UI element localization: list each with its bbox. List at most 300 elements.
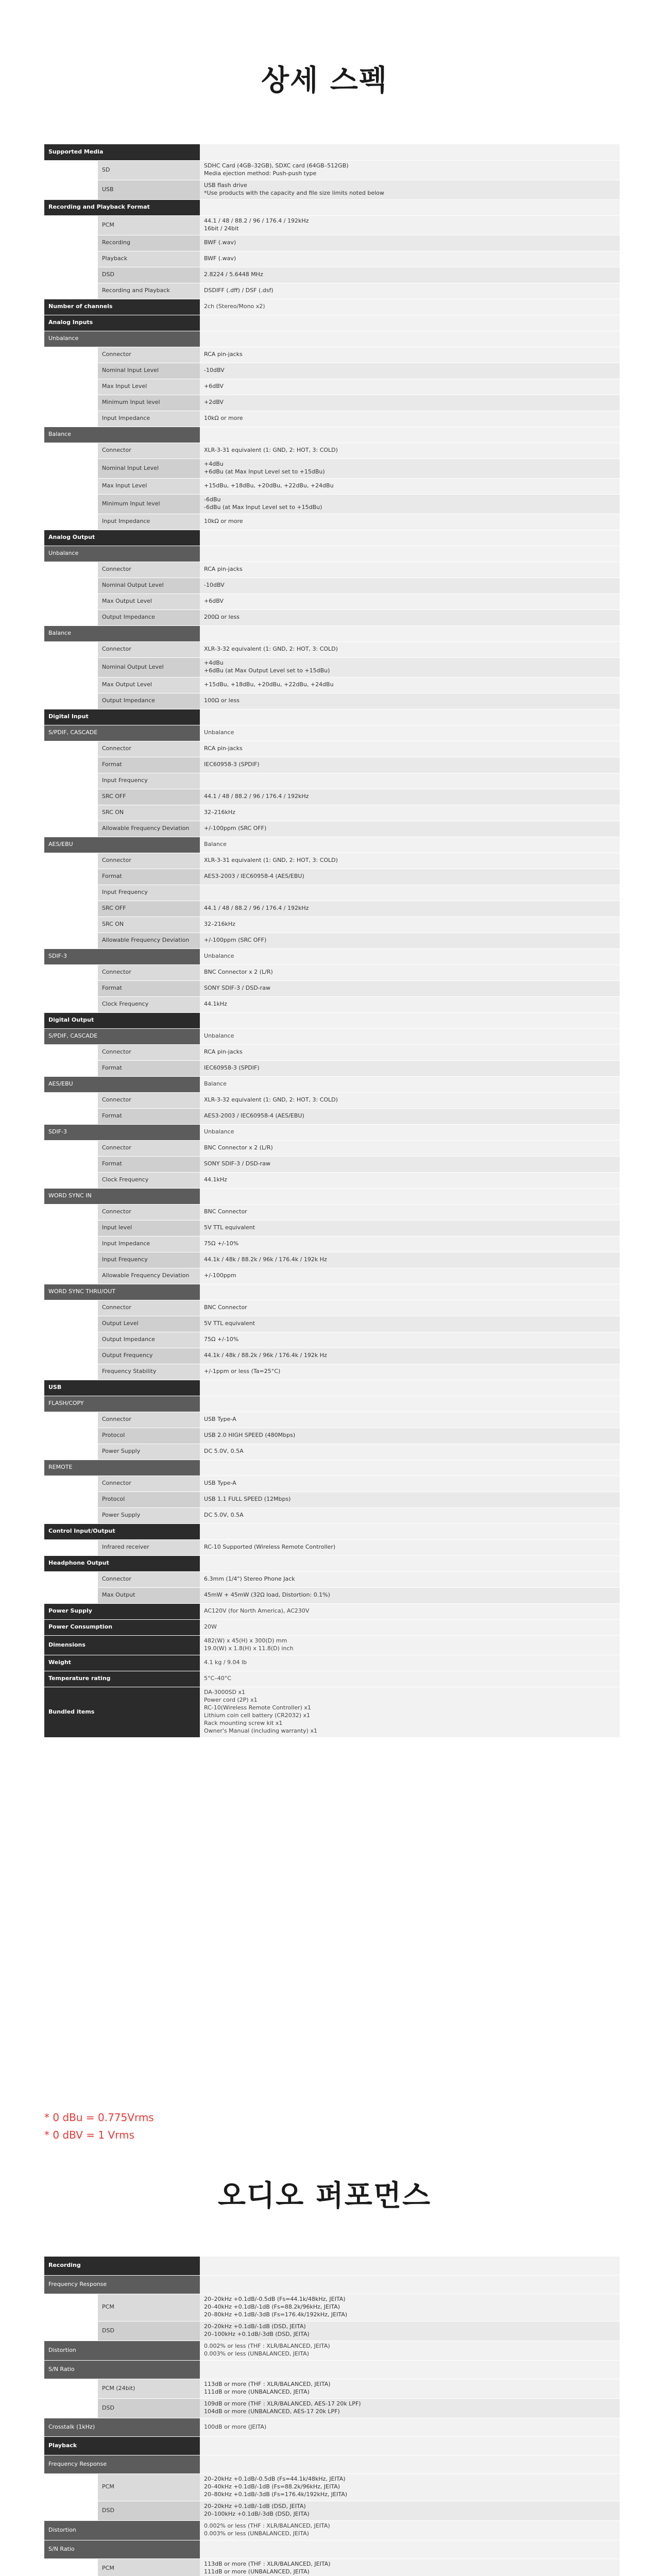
spec-value: 100Ω or less [200,693,620,709]
spec-label: Connector [98,562,200,578]
spec-label: Max Output [98,1587,200,1603]
spec-label: Connector [98,1140,200,1156]
spec-value: +2dBV [200,395,620,411]
spec-value: 5V TTL equivalent [200,1316,620,1332]
spec-subcategory-label: FLASH/COPY [44,1396,200,1412]
spec-row-indent [44,379,98,395]
spec-row [44,459,620,478]
spec-value [200,1523,620,1539]
spec-row-indent [44,1268,98,1284]
spec-value: +/-100ppm (SRC OFF) [200,821,620,837]
spec-row [44,1571,620,1587]
spec-label: Output Impedance [98,693,200,709]
spec-row-indent [44,1412,98,1428]
spec-category-label: Recording and Playback Format [44,199,200,215]
spec-row [44,1044,620,1060]
spec-category-label: Digital Input [44,709,200,725]
spec-value: USB flash drive *Use products with the capacity and file size limits noted below [200,180,620,199]
spec-label: Max Output Level [98,677,200,693]
spec-value [200,2436,620,2455]
spec-label: Recording [98,235,200,251]
spec-row [44,853,620,869]
spec-value: DC 5.0V, 0.5A [200,1444,620,1460]
spec-row-indent [44,741,98,757]
spec-subcategory-label: Frequency Response [44,2455,200,2473]
spec-label: Max Input Level [98,379,200,395]
spec-label: Recording and Playback [98,283,200,299]
spec-value [200,530,620,546]
spec-value [200,315,620,331]
spec-value [200,625,620,641]
spec-subcategory-row [44,1076,620,1092]
spec-value: 482(W) x 45(H) x 300(D) mm 19.0(W) x 1.8(H) x 11.8(D) inch [200,1635,620,1655]
spec-value: 32–216kHz [200,917,620,933]
spec-row [44,160,620,180]
spec-row [44,1348,620,1364]
spec-row-indent [44,160,98,180]
spec-subcategory-label: SDIF-3 [44,948,200,964]
spec-label: Connector [98,964,200,980]
spec-row-indent [44,1044,98,1060]
spec-value [200,2540,620,2558]
spec-row-indent [44,885,98,901]
spec-row [44,443,620,459]
spec-label: PCM [98,2558,200,2576]
spec-value: AES3-2003 / IEC60958-4 (AES/EBU) [200,1108,620,1124]
spec-label: Connector [98,443,200,459]
spec-value: 44.1kHz [200,1172,620,1188]
spec-row-indent [44,283,98,299]
spec-category-label: Headphone Output [44,1555,200,1571]
spec-subcategory-label: S/PDIF, CASCADE [44,1028,200,1044]
spec-category-row [44,2436,620,2455]
spec-label: Format [98,980,200,996]
spec-label: Clock Frequency [98,996,200,1012]
spec-value: RCA pin-jacks [200,1044,620,1060]
spec-subcategory-row [44,1284,620,1300]
spec-subcategory-row [44,331,620,347]
spec-label: Output Impedance [98,609,200,625]
spec-value: RCA pin-jacks [200,562,620,578]
spec-label: SRC ON [98,805,200,821]
spec-row [44,1492,620,1507]
spec-row [44,2558,620,2576]
spec-value: USB 2.0 HIGH SPEED (480Mbps) [200,1428,620,1444]
spec-value: 75Ω +/-10% [200,1236,620,1252]
spec-row [44,1108,620,1124]
spec-subcategory-label: Unbalance [44,331,200,347]
audio-performance-table [44,2257,620,2576]
spec-row [44,2321,620,2341]
spec-row-indent [44,347,98,363]
spec-label: Connector [98,1412,200,1428]
spec-label: Power Supply [98,1507,200,1523]
spec-row-indent [44,933,98,948]
spec-value [200,885,620,901]
spec-label: Format [98,1108,200,1124]
spec-label: Input Frequency [98,885,200,901]
spec-label: Connector [98,1204,200,1220]
spec-row-indent [44,2473,98,2501]
spec-row-indent [44,1492,98,1507]
spec-value: BWF (.wav) [200,235,620,251]
spec-row-indent [44,1571,98,1587]
spec-row-indent [44,180,98,199]
spec-row [44,562,620,578]
spec-row [44,641,620,657]
spec-category-label: Analog Output [44,530,200,546]
spec-value [200,1396,620,1412]
spec-row [44,251,620,267]
spec-value: SONY SDIF-3 / DSD-raw [200,980,620,996]
spec-row [44,805,620,821]
spec-row [44,964,620,980]
spec-value: +6dBV [200,379,620,395]
spec-label: DSD [98,2321,200,2341]
spec-category-row [44,144,620,160]
spec-category-label: Temperature rating [44,1671,200,1687]
spec-row [44,494,620,514]
spec-label: PCM (24bit) [98,2379,200,2398]
spec-value: BNC Connector x 2 (L/R) [200,1140,620,1156]
spec-value: USB Type-A [200,1412,620,1428]
spec-row-indent [44,395,98,411]
spec-row [44,1428,620,1444]
spec-label: Connector [98,1300,200,1316]
spec-category-row [44,1380,620,1396]
spec-row-indent [44,215,98,235]
spec-row-indent [44,363,98,379]
spec-label: DSD [98,2501,200,2520]
spec-value [200,1284,620,1300]
spec-label: Max Output Level [98,594,200,609]
spec-value: BNC Connector x 2 (L/R) [200,964,620,980]
spec-value: USB Type-A [200,1476,620,1492]
spec-value: BNC Connector [200,1204,620,1220]
spec-value: AES3-2003 / IEC60958-4 (AES/EBU) [200,869,620,885]
spec-value: -10dBV [200,363,620,379]
spec-category-row [44,1687,620,1737]
spec-value: -6dBu -6dBu (at Max Input Level set to +15dBu) [200,494,620,514]
spec-row-indent [44,980,98,996]
spec-label: Output Impedance [98,1332,200,1348]
spec-subcategory-row [44,1188,620,1204]
spec-label: Nominal Input Level [98,363,200,379]
spec-row [44,933,620,948]
spec-label: Nominal Output Level [98,657,200,677]
spec-row [44,1316,620,1332]
spec-row-indent [44,805,98,821]
spec-row-indent [44,411,98,427]
spec-row [44,869,620,885]
spec-row [44,821,620,837]
spec-value: 44.1 / 48 / 88.2 / 96 / 176.4 / 192kHz [200,789,620,805]
spec-subcategory-row [44,1124,620,1140]
spec-value [200,2275,620,2294]
spec-value: 20–20kHz +0.1dB/-0.5dB (Fs=44.1k/48kHz, JEITA) 20–40kHz +0.1dB/-1dB (Fs=88.2k/96kHz, JEITA) 20–80kHz +0.1dB/-3dB (Fs=176.4k/192kHz, JEITA) [200,2294,620,2321]
spec-row-indent [44,1348,98,1364]
spec-row-indent [44,853,98,869]
spec-value: Balance [200,1076,620,1092]
spec-row-indent [44,478,98,494]
spec-label: Format [98,869,200,885]
spec-row [44,609,620,625]
spec-label: Input level [98,1220,200,1236]
spec-label: Input Impedance [98,411,200,427]
spec-category-label: Dimensions [44,1635,200,1655]
spec-category-label: Power Consumption [44,1619,200,1635]
spec-row [44,1332,620,1348]
spec-row-indent [44,1316,98,1332]
spec-value [200,2360,620,2379]
spec-label: USB [98,180,200,199]
spec-value: 109dB or more (THF : XLR/BALANCED, AES-17 20k LPF) 104dB or more (UNBALANCED, AES-17 20k LPF) [200,2398,620,2418]
spec-value: -10dBV [200,578,620,594]
spec-subcategory-row [44,546,620,562]
spec-row-indent [44,594,98,609]
spec-value: 113dB or more (THF : XLR/BALANCED, JEITA) 111dB or more (UNBALANCED, JEITA) [200,2379,620,2398]
spec-subcategory-label: S/PDIF, CASCADE [44,725,200,741]
spec-value: +15dBu, +18dBu, +20dBu, +22dBu, +24dBu [200,677,620,693]
spec-value: DSDIFF (.dff) / DSF (.dsf) [200,283,620,299]
spec-category-row [44,1012,620,1028]
spec-row [44,1172,620,1188]
spec-row-indent [44,641,98,657]
spec-value: +15dBu, +18dBu, +20dBu, +22dBu, +24dBu [200,478,620,494]
spec-value: +/-1ppm or less (Ta=25°C) [200,1364,620,1380]
spec-row [44,1539,620,1555]
spec-category-label: Number of channels [44,299,200,315]
spec-category-row [44,1603,620,1619]
spec-label: Connector [98,741,200,757]
spec-value: 10kΩ or more [200,514,620,530]
spec-row-indent [44,964,98,980]
spec-row [44,757,620,773]
spec-label: Allowable Frequency Deviation [98,821,200,837]
spec-row-indent [44,1507,98,1523]
spec-category-label: Power Supply [44,1603,200,1619]
spec-subcategory-row [44,625,620,641]
spec-subcategory-row [44,1396,620,1412]
spec-row-indent [44,996,98,1012]
spec-subcategory-label: Unbalance [44,546,200,562]
spec-row-indent [44,1364,98,1380]
spec-row [44,657,620,677]
spec-label: Playback [98,251,200,267]
spec-label: Infrared receiver [98,1539,200,1555]
spec-row-indent [44,2321,98,2341]
spec-category-row [44,315,620,331]
spec-label: Connector [98,347,200,363]
spec-row-indent [44,2398,98,2418]
spec-value: Unbalance [200,1028,620,1044]
spec-subcategory-row [44,1028,620,1044]
spec-subcategory-row [44,2341,620,2360]
spec-value: 113dB or more (THF : XLR/BALANCED, JEITA) 111dB or more (UNBALANCED, JEITA) [200,2558,620,2576]
spec-row [44,1252,620,1268]
spec-label: Format [98,757,200,773]
spec-subcategory-label: Distortion [44,2341,200,2360]
spec-value: 45mW + 45mW (32Ω load, Distortion: 0.1%) [200,1587,620,1603]
spec-value [200,331,620,347]
spec-value [200,2257,620,2275]
spec-row [44,1476,620,1492]
spec-value: 0.002% or less (THF : XLR/BALANCED, JEITA) 0.003% or less (UNBALANCED, JEITA) [200,2341,620,2360]
spec-subcategory-row [44,837,620,853]
spec-category-label: Weight [44,1655,200,1671]
spec-value: 200Ω or less [200,609,620,625]
spec-subcategory-row [44,725,620,741]
spec-row-indent [44,2501,98,2520]
spec-row-indent [44,693,98,709]
spec-category-row [44,1671,620,1687]
spec-value: DA-3000SD x1 Power cord (2P) x1 RC-10(Wireless Remote Controller) x1 Lithium coin cell battery (CR2032) x1 Rack mounting screw kit x1 Owner's Manual (including warranty) x1 [200,1687,620,1737]
spec-row [44,2379,620,2398]
spec-label: Input Frequency [98,773,200,789]
spec-row-indent [44,757,98,773]
spec-value: +4dBu +6dBu (at Max Output Level set to +15dBu) [200,657,620,677]
spec-row-indent [44,2294,98,2321]
spec-row-indent [44,514,98,530]
spec-value: RC-10 Supported (Wireless Remote Controller) [200,1539,620,1555]
spec-row-indent [44,578,98,594]
spec-value: +/-100ppm [200,1268,620,1284]
spec-value: SDHC Card (4GB–32GB), SDXC card (64GB–512GB) Media ejection method: Push-push type [200,160,620,180]
spec-row [44,578,620,594]
spec-row [44,1507,620,1523]
unit-notes [44,2109,154,2144]
spec-value: 32–216kHz [200,805,620,821]
spec-value: XLR-3-31 equivalent (1: GND, 2: HOT, 3: COLD) [200,853,620,869]
spec-category-label: Digital Output [44,1012,200,1028]
spec-subcategory-label: WORD SYNC THRU/OUT [44,1284,200,1300]
spec-row-indent [44,677,98,693]
spec-row [44,1140,620,1156]
spec-row [44,1587,620,1603]
spec-category-label: USB [44,1380,200,1396]
spec-row [44,917,620,933]
spec-row [44,1204,620,1220]
spec-value [200,1188,620,1204]
spec-category-row [44,299,620,315]
spec-value: +6dBV [200,594,620,609]
spec-label: Nominal Output Level [98,578,200,594]
spec-label: Nominal Input Level [98,459,200,478]
spec-value [200,427,620,443]
spec-value: 0.002% or less (THF : XLR/BALANCED, JEITA) 0.003% or less (UNBALANCED, JEITA) [200,2520,620,2540]
spec-row-indent [44,1539,98,1555]
spec-value: IEC60958-3 (SPDIF) [200,1060,620,1076]
spec-value: Balance [200,837,620,853]
spec-value [200,199,620,215]
spec-category-row [44,2257,620,2275]
spec-label: Connector [98,1571,200,1587]
spec-value: XLR-3-32 equivalent (1: GND, 2: HOT, 3: COLD) [200,1092,620,1108]
spec-row [44,996,620,1012]
spec-row-indent [44,1220,98,1236]
spec-value: 75Ω +/-10% [200,1332,620,1348]
spec-row [44,1220,620,1236]
spec-subcategory-label: REMOTE [44,1460,200,1476]
spec-row [44,677,620,693]
spec-section-title: 상세 스펙 [261,64,388,97]
spec-row-indent [44,917,98,933]
spec-category-label: Supported Media [44,144,200,160]
spec-label: Input Impedance [98,1236,200,1252]
spec-row-indent [44,2558,98,2576]
spec-value: 5V TTL equivalent [200,1220,620,1236]
spec-value [200,709,620,725]
spec-row [44,1300,620,1316]
spec-label: Clock Frequency [98,1172,200,1188]
spec-row-indent [44,1300,98,1316]
spec-value [200,1555,620,1571]
spec-value: 44.1 / 48 / 88.2 / 96 / 176.4 / 192kHz [200,901,620,917]
spec-label: PCM [98,2294,200,2321]
spec-value: +4dBu +6dBu (at Max Input Level set to +15dBu) [200,459,620,478]
spec-value: 2ch (Stereo/Mono x2) [200,299,620,315]
spec-value: XLR-3-32 equivalent (1: GND, 2: HOT, 3: COLD) [200,641,620,657]
spec-row [44,2294,620,2321]
spec-category-row [44,1655,620,1671]
spec-value: IEC60958-3 (SPDIF) [200,757,620,773]
spec-row-indent [44,1236,98,1252]
spec-value: Unbalance [200,725,620,741]
spec-row-indent [44,773,98,789]
spec-subcategory-label: WORD SYNC IN [44,1188,200,1204]
spec-subcategory-row [44,2540,620,2558]
spec-label: Power Supply [98,1444,200,1460]
spec-label: Connector [98,1092,200,1108]
spec-row-indent [44,459,98,478]
spec-value [200,1460,620,1476]
spec-category-label: Analog Inputs [44,315,200,331]
spec-subcategory-row [44,2275,620,2294]
spec-row-indent [44,251,98,267]
spec-subcategory-label: Balance [44,427,200,443]
spec-label: Connector [98,1044,200,1060]
spec-label: Protocol [98,1428,200,1444]
spec-row-indent [44,821,98,837]
spec-row-indent [44,1172,98,1188]
spec-label: PCM [98,2473,200,2501]
spec-value [200,1380,620,1396]
spec-row-indent [44,609,98,625]
spec-row [44,885,620,901]
spec-row [44,741,620,757]
spec-value: XLR-3-31 equivalent (1: GND, 2: HOT, 3: COLD) [200,443,620,459]
spec-value: 6.3mm (1/4") Stereo Phone Jack [200,1571,620,1587]
spec-category-row [44,1619,620,1635]
spec-label: Output Frequency [98,1348,200,1364]
spec-label: Format [98,1156,200,1172]
spec-row-indent [44,1092,98,1108]
spec-category-row [44,530,620,546]
spec-category-row [44,1635,620,1655]
spec-label: Connector [98,1476,200,1492]
spec-label: PCM [98,215,200,235]
spec-row [44,1444,620,1460]
spec-subcategory-row [44,2418,620,2436]
spec-row-indent [44,1587,98,1603]
spec-row [44,1060,620,1076]
spec-row [44,1268,620,1284]
spec-row [44,478,620,494]
spec-row-indent [44,1108,98,1124]
spec-value: Unbalance [200,948,620,964]
spec-row-indent [44,1140,98,1156]
spec-row [44,2473,620,2501]
